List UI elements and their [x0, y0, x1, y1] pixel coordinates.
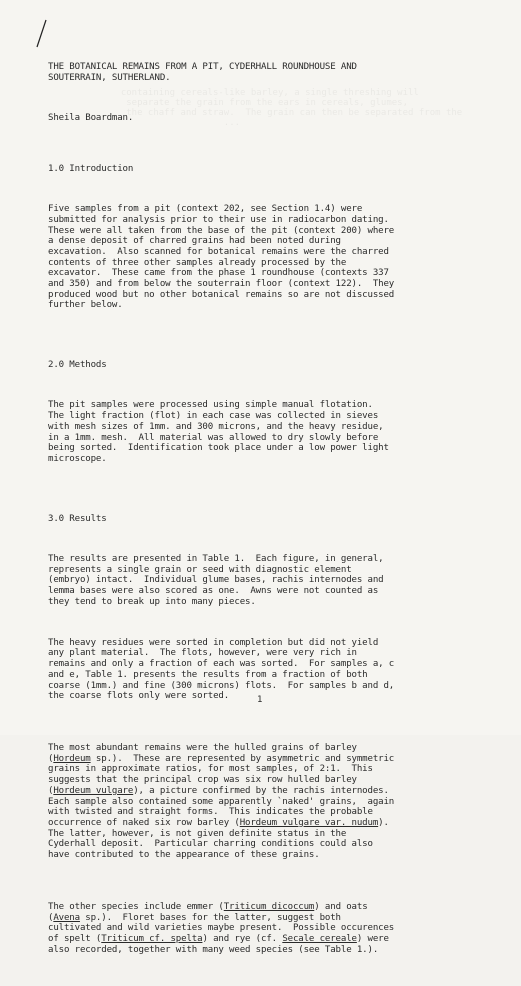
pen-mark	[34, 19, 48, 49]
section-2-heading: 2.0 Methods	[48, 360, 107, 371]
taxon-name: Secale cereale	[282, 934, 357, 945]
taxon-name: Hordeum	[53, 753, 91, 764]
taxon-name: Hordeum vulgare var. nudum	[239, 818, 379, 828]
section-3-heading: 3.0 Results	[48, 513, 107, 524]
author-line: Sheila Boardman.	[48, 113, 134, 124]
taxon-name: Triticum cf. spelta	[101, 934, 203, 945]
taxon-name: Avena	[53, 912, 80, 923]
introduction-paragraph: Five samples from a pit (context 202, see Section 1.4) were submitted for analysis prior to their use in radiocarbon dating. These were all taken from the base of the pit (context 200) where a dense deposit of charred grains had been noted during excavation. Also scanned for botanical remains were the charred contents of three other samples already processed by the excavator. These came from the phase 1 roundhouse (contexts 337 and 350) and from below the souterrain floor (context 122). They produced wood but no other botanical remains so are not discussed further below.	[48, 204, 395, 311]
section-1-heading: 1.0 Introduction	[48, 164, 134, 175]
results-paragraph-2: The heavy residues were sorted in completion but did not yield any plant material. The flots, however, were very rich in remains and only a fraction of each was sorted. For samples a, c and e, Table 1. presents the results from a fraction of both coarse (1mm.) and fine (300 microns) flots. For samples b and d, the coarse flots only were sorted.	[48, 637, 395, 702]
page-number: 1	[257, 695, 263, 705]
results-paragraph-3: The most abundant remains were the hulled grains of barley (Hordeum sp.). These are represented by asymmetric and symmetric grains in approximate ratios, for most samples, of 2:1. This suggests that the principal crop was six row hulled barley (Hordeum vulgare), a picture confirmed by the rachis internodes. Each sample also contained some apparently `naked' grains, again with twisted and straight forms. This indicates the probable occurrence of naked six row barley (Hordeum vulgare var. nudum). The latter, however, is not given definite status in the Cyderhall deposit. Particular charring conditions could also have contributed to the appearance of these grains.	[48, 743, 395, 861]
document-body	[48, 41, 478, 986]
methods-paragraph: The pit samples were processed using simple manual flotation. The light fraction (flot) in each case was collected in sieves with mesh sizes of 1mm. and 300 microns, and the heavy residue, in a 1mm. mesh. All material was allowed to dry slowly before being sorted. Identification took place under a low power light microscope.	[48, 400, 389, 464]
results-paragraph-4: The other species include emmer (Triticum dicoccum) and oats (Avena sp.). Floret bases for the latter, suggest both cultivated and wild varieties maybe present. Possible occurences of spelt (Triticum cf. spelta) and rye (cf. Secale cereale) were also recorded, together with many weed species (see Table 1.).	[48, 901, 395, 955]
results-paragraph-1: The results are presented in Table 1. Each figure, in general, represents a single grain or seed with diagnostic element (embryo) intact. Individual glume bases, rachis internodes and lemma bases were also scored as one. Awns were not counted as they tend to break up into many pieces.	[48, 553, 384, 607]
taxon-name: Hordeum vulgare	[53, 785, 134, 796]
taxon-name: Triticum dicoccum	[223, 901, 315, 912]
document-title: THE BOTANICAL REMAINS FROM A PIT, CYDERHALL ROUNDHOUSE AND SOUTERRAIN, SUTHERLAND.	[48, 62, 357, 84]
show-through-text: containing cereals-like barley, a single threshing will separate the grain from the ears in cereals, glumes, the chaff and straw. The grain can then be separated from the ...	[120, 88, 463, 128]
